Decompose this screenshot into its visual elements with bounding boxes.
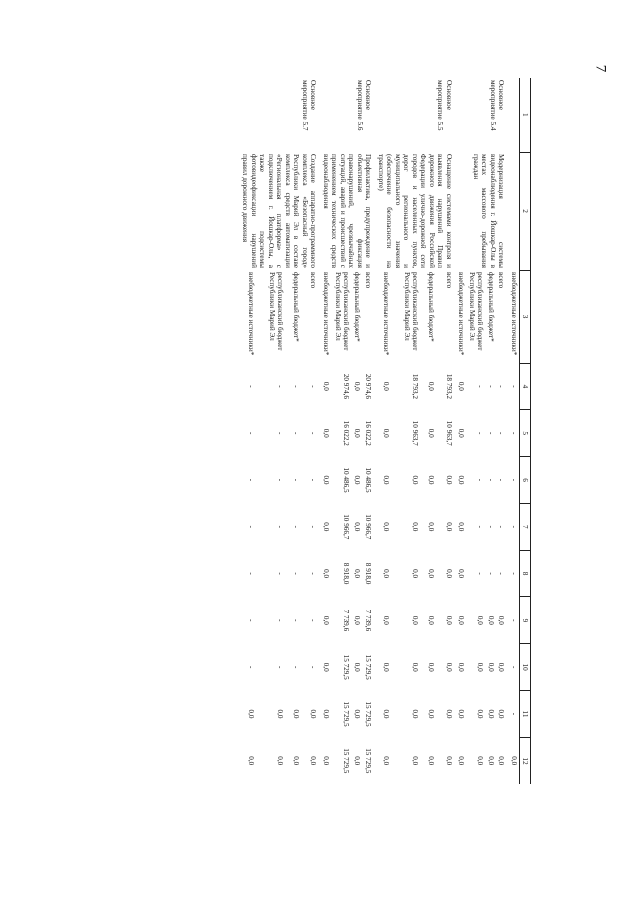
value-cell: 16 022,2 xyxy=(364,420,373,446)
value-cell: 0,0 xyxy=(322,569,331,579)
value-cell: 0,0 xyxy=(427,475,436,485)
funding-source: федеральный бюджет* xyxy=(292,272,301,342)
funding-source: внебюджетные источники* xyxy=(247,272,256,356)
value-cell: - xyxy=(247,572,256,575)
table-row xyxy=(508,78,519,784)
value-cell: 0,0 xyxy=(427,615,436,625)
funding-source: республиканский бюджет Республики Марий Эл xyxy=(267,272,285,351)
value-cell: 0,0 xyxy=(457,569,466,579)
value-cell: 0,0 xyxy=(476,615,485,625)
value-cell: - xyxy=(486,478,495,482)
value-cell: - xyxy=(509,619,518,622)
value-cell: 0,0 xyxy=(353,522,362,532)
funding-table xyxy=(240,78,531,784)
value-cell: 0,0 xyxy=(276,756,285,766)
value-cell: 0,0 xyxy=(476,756,485,766)
value-cell: 0,0 xyxy=(509,756,518,766)
value-cell: - xyxy=(309,385,318,388)
value-cell: 0,0 xyxy=(486,756,495,766)
value-cell: 0,0 xyxy=(382,522,391,532)
value-cell: 0,0 xyxy=(411,475,420,485)
header-row xyxy=(519,78,530,784)
value-cell: 10 963,7 xyxy=(411,420,420,446)
header-cell: 1 xyxy=(519,78,530,152)
value-cell: 0,0 xyxy=(382,569,391,579)
value-cell: - xyxy=(292,525,301,528)
value-cell: - xyxy=(497,431,506,435)
header-cell: 12 xyxy=(519,737,530,784)
value-cell: - xyxy=(497,478,506,482)
value-cell: 0,0 xyxy=(353,662,362,672)
value-cell: - xyxy=(476,572,485,575)
header-cell: 10 xyxy=(519,644,530,691)
event-description: Профилактика, предупреждение и объективная фиксация правонарушений, чрезвычайных ситуаций, аварий и происшествий с применением технических средств видеонаблюдения xyxy=(321,154,373,268)
value-cell: 0,0 xyxy=(444,522,453,532)
value-cell: 10 963,7 xyxy=(444,420,453,446)
value-cell: 0,0 xyxy=(353,381,362,391)
header-cell: 2 xyxy=(519,152,530,270)
value-cell: 0,0 xyxy=(411,662,420,672)
value-cell: - xyxy=(247,385,256,388)
value-cell: 20 974,6 xyxy=(364,373,373,399)
value-cell: 20 974,6 xyxy=(342,373,351,399)
value-cell: 0,0 xyxy=(382,662,391,672)
value-cell: - xyxy=(309,619,318,622)
value-cell: 0,0 xyxy=(457,428,466,438)
value-cell: 15 729,5 xyxy=(364,654,373,680)
funding-source: республиканский бюджет Республики Марий Эл xyxy=(333,272,351,351)
value-cell: - xyxy=(509,431,518,435)
value-cell: 0,0 xyxy=(427,709,436,719)
value-cell: 0,0 xyxy=(457,756,466,766)
value-cell: - xyxy=(309,572,318,575)
funding-source: внебюджетные источники* xyxy=(382,272,391,356)
value-cell: 18 793,2 xyxy=(444,373,453,399)
event-type: Основное мероприятие 5.6 xyxy=(355,80,373,131)
value-cell: 0,0 xyxy=(353,756,362,766)
value-cell: 0,0 xyxy=(476,709,485,719)
header-cell: 3 xyxy=(519,270,530,363)
funding-source: внебюджетные источники* xyxy=(509,272,518,356)
value-cell: - xyxy=(247,431,256,435)
value-cell: 15 729,5 xyxy=(364,701,373,727)
value-cell: 15 729,5 xyxy=(342,701,351,727)
value-cell: 0,0 xyxy=(486,662,495,672)
value-cell: - xyxy=(509,572,518,575)
value-cell: 8 918,0 xyxy=(364,562,373,585)
value-cell: 0,0 xyxy=(322,709,331,719)
value-cell: 0,0 xyxy=(427,381,436,391)
value-cell: 0,0 xyxy=(457,522,466,532)
value-cell: 0,0 xyxy=(382,756,391,766)
value-cell: 0,0 xyxy=(382,475,391,485)
funding-source: республиканский бюджет Республики Марий Эл xyxy=(402,272,420,351)
value-cell: 0,0 xyxy=(486,615,495,625)
value-cell: 0,0 xyxy=(309,756,318,766)
value-cell: - xyxy=(486,525,495,528)
header-cell: 11 xyxy=(519,691,530,738)
funding-source: федеральный бюджет* xyxy=(353,272,362,342)
value-cell: - xyxy=(276,525,285,528)
value-cell: 15 729,5 xyxy=(342,654,351,680)
value-cell: 0,0 xyxy=(292,709,301,719)
value-cell: - xyxy=(486,572,495,575)
value-cell: 0,0 xyxy=(382,381,391,391)
value-cell: - xyxy=(276,431,285,435)
value-cell: - xyxy=(247,619,256,622)
value-cell: - xyxy=(247,525,256,528)
value-cell: - xyxy=(292,478,301,482)
value-cell: - xyxy=(509,712,518,716)
value-cell: 0,0 xyxy=(353,475,362,485)
value-cell: - xyxy=(276,572,285,575)
header-cell: 8 xyxy=(519,550,530,597)
value-cell: - xyxy=(497,385,506,388)
value-cell: - xyxy=(309,665,318,669)
value-cell: 7 739,6 xyxy=(342,609,351,632)
value-cell: - xyxy=(292,665,301,669)
value-cell: - xyxy=(276,619,285,622)
value-cell: 18 793,2 xyxy=(411,373,420,399)
value-cell: 7 739,6 xyxy=(364,609,373,632)
value-cell: - xyxy=(276,665,285,669)
funding-source: федеральный бюджет* xyxy=(427,272,436,342)
value-cell: - xyxy=(476,431,485,435)
value-cell: - xyxy=(247,478,256,482)
value-cell: - xyxy=(309,525,318,528)
header-cell: 5 xyxy=(519,410,530,457)
value-cell: 0,0 xyxy=(322,662,331,672)
table-row xyxy=(301,78,320,784)
value-cell: 0,0 xyxy=(476,662,485,672)
value-cell: 0,0 xyxy=(411,709,420,719)
funding-source: федеральный бюджет* xyxy=(486,272,495,342)
value-cell: - xyxy=(509,525,518,528)
value-cell: - xyxy=(292,619,301,622)
value-cell: 0,0 xyxy=(322,381,331,391)
event-type: Основное мероприятие 5.4 xyxy=(488,80,506,131)
value-cell: 8 918,0 xyxy=(342,562,351,585)
header-cell: 9 xyxy=(519,597,530,644)
event-description: Оснащение системами контроля и выявления нарушений Правил дорожного движения Российской Федерации улично-дорожной сети городов и населенных пунктов, дорог регионального и муниципального значения (обеспечение безопасности на транспорте) xyxy=(376,154,453,268)
page-number: 7 xyxy=(592,64,609,73)
value-cell: - xyxy=(476,525,485,528)
value-cell: 0,0 xyxy=(486,709,495,719)
value-cell: 0,0 xyxy=(353,428,362,438)
value-cell: 0,0 xyxy=(382,615,391,625)
value-cell: 0,0 xyxy=(309,709,318,719)
value-cell: - xyxy=(486,431,495,435)
value-cell: - xyxy=(292,385,301,388)
value-cell: 0,0 xyxy=(444,475,453,485)
value-cell: 0,0 xyxy=(322,615,331,625)
value-cell: 0,0 xyxy=(444,569,453,579)
value-cell: - xyxy=(309,478,318,482)
value-cell: 10 486,5 xyxy=(364,467,373,493)
value-cell: 16 022,2 xyxy=(342,420,351,446)
value-cell: 0,0 xyxy=(322,756,331,766)
value-cell: - xyxy=(292,431,301,435)
value-cell: - xyxy=(486,385,495,388)
table-row xyxy=(362,78,375,784)
value-cell: - xyxy=(509,478,518,482)
table-row xyxy=(436,78,455,784)
value-cell: 0,0 xyxy=(411,522,420,532)
funding-source: внебюджетные источники* xyxy=(322,272,331,356)
value-cell: - xyxy=(509,665,518,669)
table-row xyxy=(496,78,508,784)
value-cell: 0,0 xyxy=(427,756,436,766)
value-cell: 0,0 xyxy=(411,756,420,766)
value-cell: - xyxy=(292,572,301,575)
value-cell: - xyxy=(476,385,485,388)
value-cell: - xyxy=(276,385,285,388)
value-cell: 0,0 xyxy=(457,709,466,719)
value-cell: 0,0 xyxy=(247,709,256,719)
funding-source: всего xyxy=(444,272,453,289)
value-cell: - xyxy=(509,385,518,388)
event-type: Основное мероприятие 5.5 xyxy=(436,80,453,131)
value-cell: 0,0 xyxy=(322,475,331,485)
header-cell: 4 xyxy=(519,363,530,410)
value-cell: - xyxy=(497,525,506,528)
event-description: Создание аппаратно-программного комплекса «Безопасный город» Республики Марий Эл в составе комплекса средств автоматизации «Региональная платформа» с подключением г. Йошкар-Олы, а также подсистемы фотовидеофиксации нарушений правил дорожного движения xyxy=(241,154,318,268)
value-cell: 15 729,5 xyxy=(364,748,373,774)
event-description: Модернизация системы видеонаблюдения г. Йошкар-Олы в местах массового пребывания граждан xyxy=(471,154,506,268)
funding-source: всего xyxy=(497,272,506,289)
funding-source: всего xyxy=(309,272,318,289)
value-cell: 0,0 xyxy=(427,428,436,438)
value-cell: 0,0 xyxy=(427,569,436,579)
value-cell: 0,0 xyxy=(353,569,362,579)
value-cell: 0,0 xyxy=(427,662,436,672)
value-cell: 0,0 xyxy=(497,756,506,766)
value-cell: 15 729,5 xyxy=(342,748,351,774)
value-cell: 0,0 xyxy=(382,428,391,438)
value-cell: 0,0 xyxy=(457,615,466,625)
value-cell: 10 966,7 xyxy=(342,514,351,540)
value-cell: 0,0 xyxy=(247,756,256,766)
value-cell: 0,0 xyxy=(276,709,285,719)
value-cell: 10 966,7 xyxy=(364,514,373,540)
value-cell: 0,0 xyxy=(411,615,420,625)
value-cell: 0,0 xyxy=(322,522,331,532)
funding-source: всего xyxy=(364,272,373,289)
value-cell: 0,0 xyxy=(457,475,466,485)
value-cell: - xyxy=(476,478,485,482)
header-cell: 6 xyxy=(519,457,530,504)
value-cell: 0,0 xyxy=(382,709,391,719)
funding-source: внебюджетные источники* xyxy=(457,272,466,356)
value-cell: 10 486,5 xyxy=(342,467,351,493)
value-cell: 0,0 xyxy=(457,381,466,391)
value-cell: 0,0 xyxy=(497,709,506,719)
value-cell: - xyxy=(497,572,506,575)
value-cell: - xyxy=(247,665,256,669)
value-cell: 0,0 xyxy=(427,522,436,532)
value-cell: 0,0 xyxy=(497,662,506,672)
value-cell: 0,0 xyxy=(353,615,362,625)
value-cell: 0,0 xyxy=(411,569,420,579)
value-cell: 0,0 xyxy=(444,756,453,766)
funding-source: республиканский бюджет Республики Марий Эл xyxy=(467,272,485,351)
value-cell: 0,0 xyxy=(444,662,453,672)
value-cell: - xyxy=(309,431,318,435)
value-cell: 0,0 xyxy=(322,428,331,438)
value-cell: 0,0 xyxy=(353,709,362,719)
header-cell: 7 xyxy=(519,503,530,550)
value-cell: 0,0 xyxy=(292,756,301,766)
value-cell: 0,0 xyxy=(444,615,453,625)
value-cell: 0,0 xyxy=(497,615,506,625)
event-type: Основное мероприятие 5.7 xyxy=(300,80,318,131)
rotated-table-container xyxy=(116,78,531,778)
value-cell: - xyxy=(276,478,285,482)
value-cell: 0,0 xyxy=(457,662,466,672)
value-cell: 0,0 xyxy=(444,709,453,719)
